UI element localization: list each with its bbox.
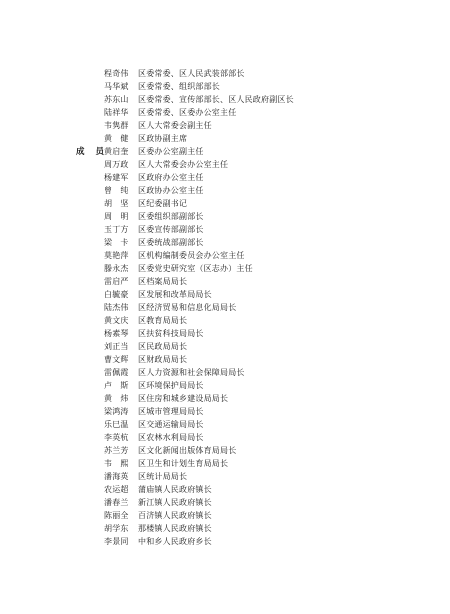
member-title: 区委常委、宣传部部长、区人民政府副区长 [138,95,294,104]
member-row [104,262,294,275]
member-name: 雷启严 [104,277,129,286]
member-title: 区委常委、组织部部长 [138,82,220,91]
member-title: 区城市管理局局长 [138,407,204,416]
member-row [104,301,294,314]
member-row [104,145,294,158]
member-row [104,379,294,392]
member-name: 黄 炜 [104,394,129,403]
member-name: 卢 斯 [104,381,129,390]
member-title: 新江镇人民政府镇长 [138,498,212,507]
member-title: 区委办公室副主任 [138,147,204,156]
member-row [104,366,294,379]
member-name: 苏东山 [104,95,129,104]
member-row [104,171,294,184]
member-row [104,197,294,210]
member-row [104,236,294,249]
member-title: 区机构编制委员会办公室主任 [138,251,245,260]
member-name: 莫艳萍 [104,251,129,260]
member-name: 曹文辉 [104,355,129,364]
member-row [104,327,294,340]
member-name: 乐巳温 [104,420,129,429]
member-title: 区农林水利局局长 [138,433,204,442]
member-name: 潘海英 [104,472,129,481]
member-name: 曾 纯 [104,186,129,195]
member-name: 周 明 [104,212,129,221]
member-title: 区档案局局长 [138,277,188,286]
member-name: 玉丁方 [104,225,129,234]
member-title: 区人大常委会办公室主任 [138,160,229,169]
member-row [104,67,294,80]
member-title: 那楼镇人民政府镇长 [138,524,212,533]
member-row [104,288,294,301]
member-row [104,444,294,457]
member-title: 区发展和改革局局长 [138,290,212,299]
member-title: 区政协副主席 [138,134,188,143]
member-name: 梁鸿涛 [104,407,129,416]
member-title: 区人大常委会副主任 [138,121,212,130]
member-row [104,483,294,496]
member-name: 梁 卡 [104,238,129,247]
member-title: 区扶贫科技局局长 [138,329,204,338]
member-title: 区人力资源和社会保障局局长 [138,368,245,377]
member-title: 区环境保护局局长 [138,381,204,390]
member-name: 杨建军 [104,173,129,182]
member-name: 陈丽全 [104,511,129,520]
member-title: 区交通运输局局长 [138,420,204,429]
member-title: 区统计局局长 [138,472,188,481]
member-row [104,340,294,353]
member-row [104,392,294,405]
member-row [104,353,294,366]
member-row [104,80,294,93]
member-title: 中和乡人民政府乡长 [138,537,212,546]
member-title: 区委组织部副部长 [138,212,204,221]
member-name: 胡 坚 [104,199,129,208]
member-row [104,119,294,132]
member-title: 区委统战部副部长 [138,238,204,247]
member-name: 陆杰伟 [104,303,129,312]
member-list [104,67,294,548]
member-title: 区文化新闻出版体育局局长 [138,446,237,455]
member-name: 李景同 [104,537,129,546]
member-row [104,93,294,106]
member-title: 区委党史研究室（区志办）主任 [138,264,253,273]
member-name: 潘春兰 [104,498,129,507]
member-title: 区卫生和计划生育局局长 [138,459,229,468]
member-row [104,158,294,171]
member-title: 区财政局局长 [138,355,188,364]
member-title: 区委宣传部副部长 [138,225,204,234]
member-title: 区委常委、区委办公室主任 [138,108,237,117]
member-title: 区民政局局长 [138,342,188,351]
member-name: 苏兰芳 [104,446,129,455]
member-name: 农运超 [104,485,129,494]
member-row [104,275,294,288]
member-name: 韦隽群 [104,121,129,130]
member-row [104,132,294,145]
member-title: 蒲庙镇人民政府镇长 [138,485,212,494]
member-name: 雷佩霞 [104,368,129,377]
member-row [104,106,294,119]
member-title: 区委常委、区人民武装部部长 [138,69,245,78]
member-row [104,210,294,223]
member-title: 区政府办公室主任 [138,173,204,182]
member-name: 黄启奎 [104,147,129,156]
member-title: 区政协办公室主任 [138,186,204,195]
member-name: 杨素琴 [104,329,129,338]
member-row [104,470,294,483]
member-row [104,431,294,444]
member-row [104,418,294,431]
member-name: 胡学东 [104,524,129,533]
member-row [104,522,294,535]
member-row [104,314,294,327]
member-title: 区纪委副书记 [138,199,188,208]
section-label: 成 员 [76,147,108,157]
member-row [104,223,294,236]
member-row [104,184,294,197]
member-title: 区教育局局长 [138,316,188,325]
member-name: 滕永杰 [104,264,129,273]
member-row [104,496,294,509]
member-name: 白毓豪 [104,290,129,299]
member-name: 周万政 [104,160,129,169]
member-name: 陆祥华 [104,108,129,117]
member-row [104,509,294,522]
member-title: 区住房和城乡建设局局长 [138,394,229,403]
member-name: 黄 健 [104,134,129,143]
member-title: 区经济贸易和信息化局局长 [138,303,237,312]
member-row [104,457,294,470]
member-name: 程奇伟 [104,69,129,78]
member-name: 李英杭 [104,433,129,442]
member-row [104,249,294,262]
member-row [104,405,294,418]
member-title: 百济镇人民政府镇长 [138,511,212,520]
member-name: 刘正当 [104,342,129,351]
member-name: 马华斌 [104,82,129,91]
member-name: 韦 熙 [104,459,129,468]
member-row [104,535,294,548]
member-name: 黄文庆 [104,316,129,325]
